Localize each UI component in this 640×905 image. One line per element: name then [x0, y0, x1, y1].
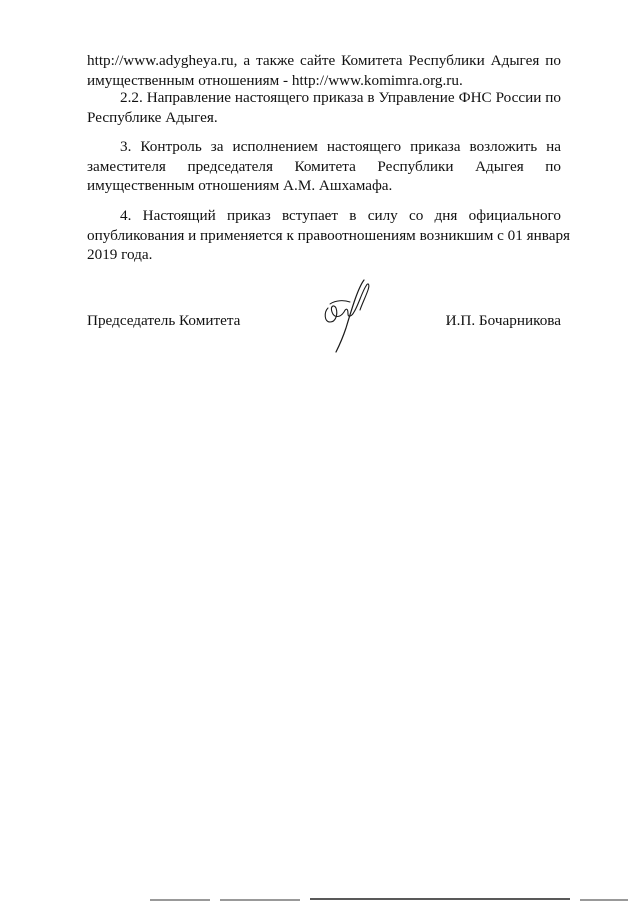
paragraph-line: заместителя председателя Комитета Республики Адыгея по [87, 157, 561, 175]
paragraph-publication [87, 51, 561, 90]
signatory-name: И.П. Бочарникова [445, 312, 561, 329]
paragraph-clause-2-2 [87, 88, 561, 127]
paragraph-line: 2.2. Направление настоящего приказа в Управление ФНС России по [120, 89, 561, 106]
handwritten-signature-icon [318, 278, 380, 354]
signatory-position: Председатель Комитета [87, 312, 241, 329]
paragraph-clause-4 [87, 206, 571, 265]
paragraph-line: 2019 года. [87, 246, 153, 263]
paragraph-line: имущественным отношениям - http://www.komimra.org.ru. [87, 71, 463, 89]
paragraph-line: 4. Настоящий приказ вступает в силу со дня официального [120, 207, 561, 224]
paragraph-line: опубликования и применяется к правоотношениям возникшим с 01 января [87, 226, 571, 244]
paragraph-line: имущественным отношениям А.М. Ашхамафа. [87, 177, 393, 194]
paragraph-line: http://www.adygheya.ru, а также сайте Комитета Республики Адыгея по [87, 52, 561, 69]
paragraph-line: 3. Контроль за исполнением настоящего приказа возложить на [120, 138, 561, 155]
scan-footer-rule [150, 895, 630, 905]
paragraph-clause-3 [87, 137, 561, 196]
paragraph-line: Республике Адыгея. [87, 108, 218, 126]
